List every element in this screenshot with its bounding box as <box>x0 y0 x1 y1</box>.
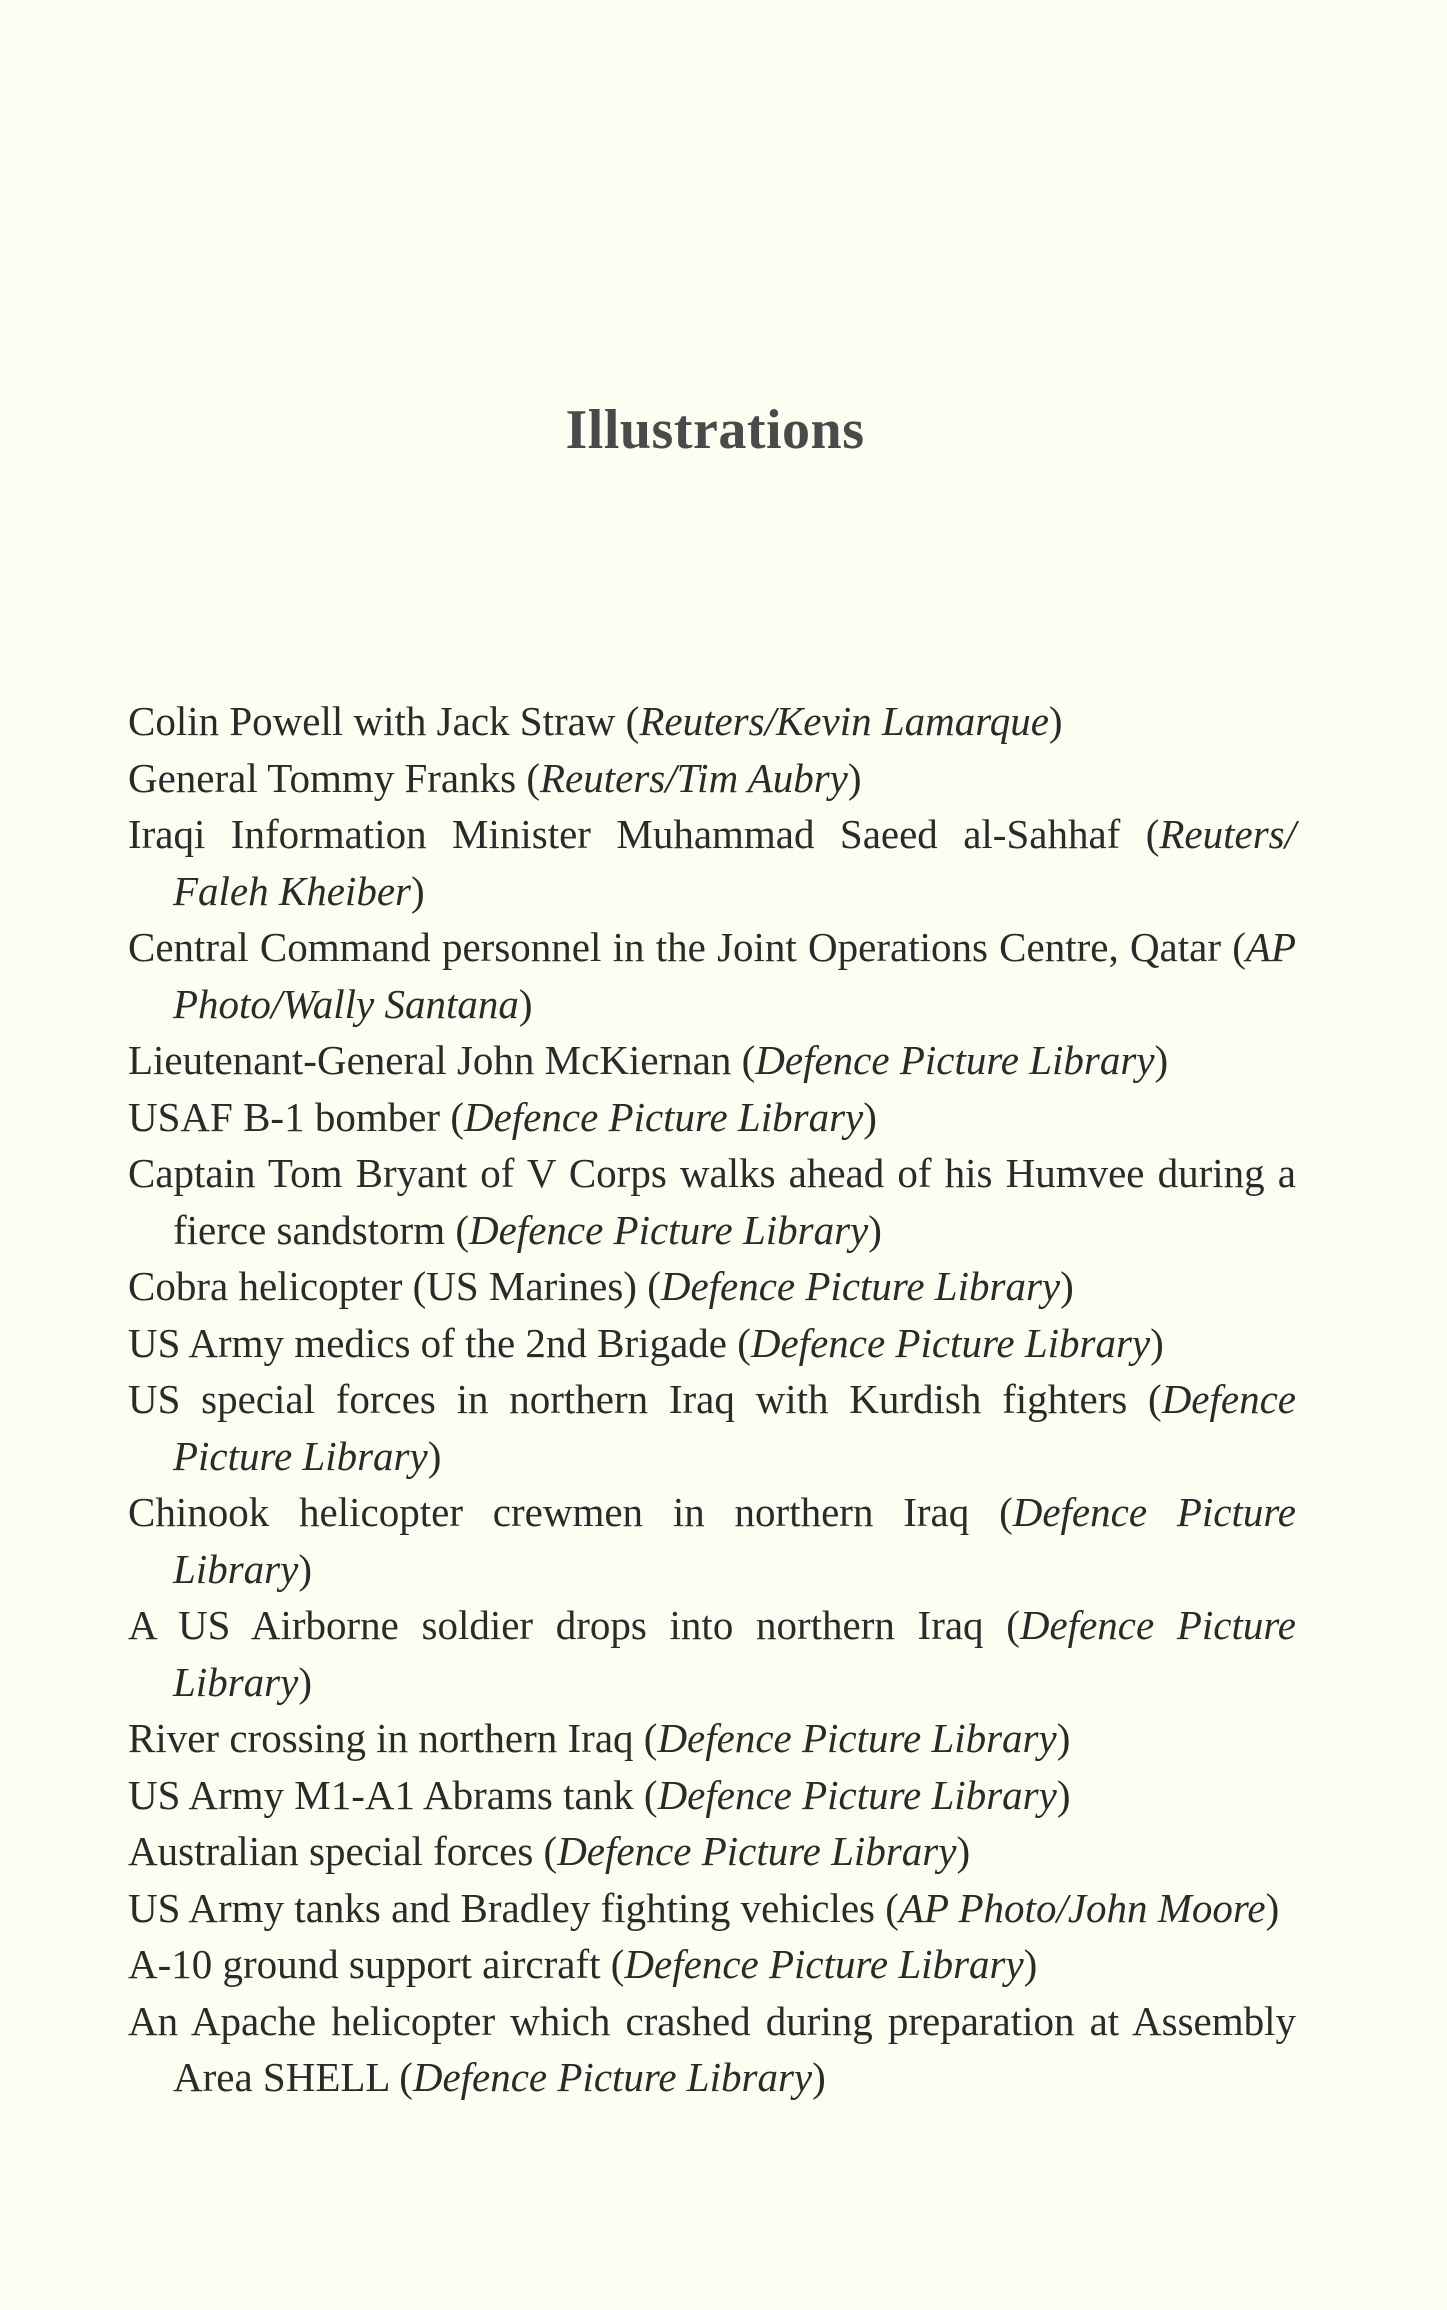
caption: USAF B-1 bomber <box>128 1093 441 1140</box>
photo-credit: Defence Picture Library <box>173 1489 1296 1592</box>
list-item: Central Command personnel in the Joint Operations Centre, Qatar (AP Photo/Wally Santana) <box>128 924 1297 1027</box>
photo-credit: Reuters/Kevin Lamarque <box>639 698 1049 744</box>
photo-credit: Defence Picture Library <box>557 1828 957 1874</box>
caption: Colin Powell with Jack Straw <box>128 698 616 744</box>
list-item: A-10 ground support aircraft (Defence Picture Library) <box>128 1941 1038 1987</box>
caption: Central Command personnel in the Joint Operations Centre, Qatar <box>128 924 1222 970</box>
illustrations-list <box>128 693 1296 2106</box>
photo-credit: Defence Picture Library <box>624 1941 1024 1987</box>
caption: River crossing in northern Iraq <box>128 1715 634 1761</box>
list-item: USAF B-1 bomber (Defence Picture Library) <box>128 1093 877 1140</box>
list-item: Australian special forces (Defence Picture Library) <box>128 1828 971 1874</box>
caption: US Army M1-A1 Abrams tank <box>128 1771 634 1818</box>
list-item: General Tommy Franks (Reuters/Tim Aubry) <box>128 754 862 801</box>
list-item: An Apache helicopter which crashed during preparation at Assembly Area SHELL (Defence Picture Library) <box>128 1997 1296 2100</box>
list-item: Captain Tom Bryant of V Corps walks ahead of his Humvee during a fierce sandstorm (Defence Picture Library) <box>128 1150 1296 1253</box>
photo-credit: Defence Picture Library <box>173 1602 1296 1705</box>
photo-credit: Defence Picture Library <box>469 1206 869 1253</box>
photo-credit: Defence Picture Library <box>173 1376 1296 1479</box>
caption: Lieutenant-General John McKiernan <box>128 1037 732 1083</box>
caption: General Tommy Franks <box>128 754 517 801</box>
list-item: US Army medics of the 2nd Brigade (Defence Picture Library) <box>128 1319 1164 1366</box>
caption: US special forces in northern Iraq with Kurdish fighters <box>128 1376 1128 1422</box>
caption: Cobra helicopter (US Marines) <box>128 1263 637 1309</box>
caption: Australian special forces <box>128 1828 534 1874</box>
list-item: Chinook helicopter crewmen in northern Iraq (Defence Picture Library) <box>128 1489 1296 1592</box>
list-item: US Army tanks and Bradley fighting vehicles (AP Photo/John Moore) <box>128 1884 1280 1931</box>
caption: Captain Tom Bryant of V Corps walks ahead of his Humvee during a fierce sandstorm <box>128 1150 1296 1253</box>
photo-credit: Defence Picture Library <box>412 2054 813 2100</box>
caption: A US Airborne soldier drops into northern Iraq <box>128 1602 984 1648</box>
caption: US Army medics of the 2nd Brigade <box>128 1319 727 1366</box>
list-item: Colin Powell with Jack Straw (Reuters/Kevin Lamarque) <box>128 698 1063 744</box>
list-item: A US Airborne soldier drops into northern Iraq (Defence Picture Library) <box>128 1602 1296 1705</box>
list-item: US Army M1-A1 Abrams tank (Defence Picture Library) <box>128 1771 1071 1818</box>
photo-credit: AP Photo/John Moore <box>898 1884 1266 1931</box>
photo-credit: Reuters/ Faleh Kheiber <box>173 811 1296 914</box>
photo-credit: Defence Picture Library <box>750 1319 1151 1366</box>
list-item: River crossing in northern Iraq (Defence Picture Library) <box>128 1715 1071 1761</box>
photo-credit: Defence Picture Library <box>657 1771 1057 1818</box>
photo-credit: Defence Picture Library <box>657 1715 1057 1761</box>
caption: Iraqi Information Minister Muhammad Saeed al-Sahhaf <box>128 811 1121 857</box>
photo-credit: Defence Picture Library <box>660 1263 1061 1309</box>
caption: Chinook helicopter crewmen in northern Iraq <box>128 1489 970 1535</box>
photo-credit: Defence Picture Library <box>463 1093 864 1140</box>
caption: A-10 ground support aircraft <box>128 1941 601 1987</box>
photo-credit: Reuters/Tim Aubry <box>540 754 848 801</box>
list-item: Lieutenant-General John McKiernan (Defence Picture Library) <box>128 1037 1169 1083</box>
caption: US Army tanks and Bradley fighting vehicles <box>128 1884 875 1931</box>
list-item: Iraqi Information Minister Muhammad Saeed al-Sahhaf (Reuters/ Faleh Kheiber) <box>128 811 1296 914</box>
page-title: Illustrations <box>565 399 865 461</box>
caption: An Apache helicopter which crashed during preparation at Assembly Area SHELL <box>128 1997 1296 2100</box>
photo-credit: AP Photo/Wally Santana <box>173 924 1297 1027</box>
list-item: Cobra helicopter (US Marines) (Defence Picture Library) <box>128 1263 1074 1309</box>
photo-credit: Defence Picture Library <box>755 1037 1155 1083</box>
list-item: US special forces in northern Iraq with Kurdish fighters (Defence Picture Library) <box>128 1376 1296 1479</box>
